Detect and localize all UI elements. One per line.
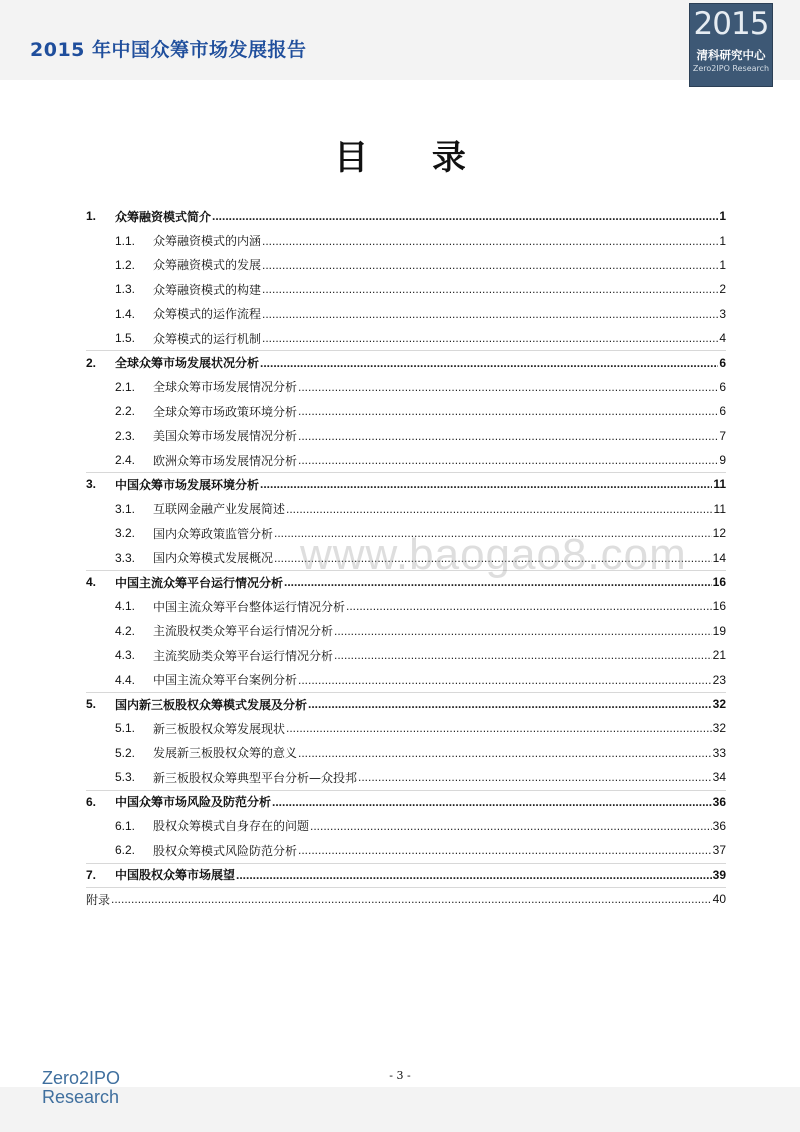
toc-entry-title: 众筹融资模式的内涵: [153, 234, 262, 249]
toc-entry-page: 9: [719, 453, 726, 468]
toc-entry-number: 4.: [86, 575, 97, 590]
toc-entry-number: 1.: [86, 209, 97, 224]
toc-entry-title: 全球众筹市场政策环境分析: [153, 404, 298, 419]
toc-leader-dots: [111, 892, 712, 906]
toc-entry[interactable]: [86, 375, 726, 399]
toc-entry[interactable]: [86, 472, 726, 496]
toc-entry-title: 股权众筹模式自身存在的问题: [153, 819, 310, 834]
toc-entry-title: 新三板股权众筹典型平台分析—众投邦: [153, 770, 358, 785]
toc-leader-dots: [346, 599, 712, 613]
toc-entry-title: 众筹融资模式的构建: [153, 282, 262, 297]
toc-entry-number: 1.4.: [115, 306, 136, 321]
toc-leader-dots: [334, 624, 712, 638]
toc-entry-title: 美国众筹市场发展情况分析: [153, 429, 298, 444]
toc-entry-number: 1.2.: [115, 257, 136, 272]
page-number: - 3 -: [389, 1069, 411, 1082]
toc-entry-page: 1: [719, 233, 726, 248]
toc-entry-page: 21: [712, 648, 726, 663]
toc-leader-dots: [334, 648, 712, 662]
toc-entry-page: 39: [712, 867, 726, 882]
toc-leader-dots: [286, 502, 713, 516]
toc-leader-dots: [298, 429, 718, 443]
toc-entry-number: 1.5.: [115, 331, 136, 346]
toc-entry[interactable]: [86, 302, 726, 326]
toc-entry-page: 11: [713, 477, 726, 492]
toc-entry[interactable]: [86, 887, 726, 911]
toc-entry[interactable]: [86, 326, 726, 350]
toc-leader-dots: [262, 331, 718, 345]
toc-entry[interactable]: [86, 692, 726, 716]
toc-leader-dots: [262, 282, 718, 296]
report-title: 2015 年中国众筹市场发展报告: [30, 39, 307, 61]
toc-entry-number: 4.4.: [115, 672, 136, 687]
toc-entry-number: 1.3.: [115, 282, 136, 297]
brand-line-1: Zero2IPO: [42, 1068, 121, 1088]
toc-entry-number: 2.: [86, 355, 97, 370]
toc-entry-number: 5.2.: [115, 745, 136, 760]
toc-entry[interactable]: [86, 228, 726, 252]
toc-entry-number: 2.4.: [115, 453, 136, 468]
toc-entry-page: 34: [712, 770, 726, 785]
toc-leader-dots: [298, 843, 712, 857]
toc-entry-number: 5.3.: [115, 770, 136, 785]
toc-entry-page: 3: [719, 306, 726, 321]
toc-entry-title: 中国众筹市场风险及防范分析: [115, 795, 272, 810]
logo-en-name: Zero2IPO Research: [692, 64, 770, 73]
toc-entry-page: 16: [712, 599, 726, 614]
logo-cn-name: 清科研究中心: [696, 48, 766, 62]
toc-entry[interactable]: [86, 667, 726, 691]
toc-entry-title: 互联网金融产业发展简述: [153, 502, 286, 517]
watermark: www.baogao8.com: [300, 530, 687, 579]
toc-leader-dots: [262, 234, 718, 248]
toc-entry-page: 4: [719, 331, 726, 346]
toc-entry-page: 37: [712, 843, 726, 858]
toc-entry-title: 新三板股权众筹发展现状: [153, 721, 286, 736]
toc-entry-page: 36: [712, 794, 726, 809]
toc-entry[interactable]: [86, 789, 726, 813]
toc-entry-number: 4.2.: [115, 623, 136, 638]
brand-line-2: Research: [42, 1087, 120, 1107]
toc-entry-page: 16: [712, 575, 726, 590]
toc-entry-page: 1: [719, 209, 726, 224]
toc-entry[interactable]: [86, 741, 726, 765]
toc-leader-dots: [260, 477, 712, 491]
toc-entry-number: 2.2.: [115, 404, 136, 419]
toc-entry-page: 14: [712, 550, 726, 565]
toc-leader-dots: [236, 868, 712, 882]
toc-leader-dots: [272, 795, 712, 809]
toc-entry-page: 6: [719, 355, 726, 370]
logo-year: 2015: [693, 6, 769, 42]
toc-entry-page: 33: [712, 745, 726, 760]
toc-title: 目 录: [334, 138, 492, 178]
toc-entry-page: 6: [719, 404, 726, 419]
toc-entry[interactable]: [86, 204, 726, 228]
toc-entry-page: 11: [713, 501, 726, 516]
toc-entry-title: 中国主流众筹平台案例分析: [153, 673, 298, 688]
toc-leader-dots: [212, 209, 718, 223]
toc-entry-title: 众筹融资模式的发展: [153, 258, 262, 273]
toc-entry[interactable]: [86, 814, 726, 838]
toc-leader-dots: [298, 673, 712, 687]
toc-entry-title: 中国众筹市场发展环境分析: [115, 477, 260, 492]
toc-entry-title: 股权众筹模式风险防范分析: [153, 843, 298, 858]
toc-entry-page: 23: [712, 672, 726, 687]
toc-entry-number: 5.1.: [115, 721, 136, 736]
toc-entry[interactable]: [86, 497, 726, 521]
toc-entry-number: 5.: [86, 697, 97, 711]
toc-leader-dots: [308, 697, 712, 711]
toc-entry-title: 中国主流众筹平台整体运行情况分析: [153, 599, 346, 614]
toc-entry[interactable]: [86, 643, 726, 667]
toc-leader-dots: [262, 307, 718, 321]
toc-entry-title: 中国主流众筹平台运行情况分析: [115, 575, 284, 590]
toc-leader-dots: [298, 404, 718, 418]
toc-entry[interactable]: [86, 863, 726, 887]
toc-entry-title: 欧洲众筹市场发展情况分析: [153, 453, 298, 468]
toc-entry-page: 12: [712, 526, 726, 541]
toc-entry-page: 1: [719, 257, 726, 272]
toc-entry[interactable]: [86, 253, 726, 277]
toc-entry-page: 7: [719, 428, 726, 443]
toc-entry-title: 国内众筹模式发展概况: [153, 551, 274, 566]
page-header: [0, 0, 800, 80]
toc-entry-title: 众筹模式的运行机制: [153, 331, 262, 346]
toc-leader-dots: [262, 258, 718, 272]
toc-entry-number: 3.2.: [115, 526, 136, 541]
toc-entry-page: 32: [712, 721, 726, 736]
toc-entry[interactable]: [86, 716, 726, 740]
toc-entry-number: 6.2.: [115, 843, 136, 858]
toc-entry-title: 主流股权类众筹平台运行情况分析: [153, 624, 334, 639]
toc-leader-dots: [298, 380, 718, 394]
toc-entry-title: 附录: [86, 892, 111, 907]
toc-entry[interactable]: [86, 424, 726, 448]
zero2ipo-logo: [689, 3, 773, 87]
toc-entry-page: 19: [712, 623, 726, 638]
toc-entry-number: 6.1.: [115, 818, 136, 833]
toc-entry-number: 3.3.: [115, 550, 136, 565]
toc-entry[interactable]: [86, 594, 726, 618]
toc-entry[interactable]: [86, 448, 726, 472]
toc-entry-title: 主流奖励类众筹平台运行情况分析: [153, 648, 334, 663]
toc-entry-title: 全球众筹市场发展情况分析: [153, 380, 298, 395]
toc-entry-title: 国内新三板股权众筹模式发展及分析: [115, 697, 308, 712]
toc-leader-dots: [298, 746, 712, 760]
toc-entry[interactable]: [86, 838, 726, 862]
toc-entry[interactable]: [86, 350, 726, 374]
toc-entry-number: 4.3.: [115, 648, 136, 663]
toc-leader-dots: [358, 770, 712, 784]
toc-entry-title: 全球众筹市场发展状况分析: [115, 356, 260, 371]
toc-entry-number: 2.3.: [115, 428, 136, 443]
toc-entry[interactable]: [86, 277, 726, 301]
toc-entry-page: 40: [712, 892, 726, 907]
toc-entry-title: 中国股权众筹市场展望: [115, 868, 236, 883]
toc-entry-title: 众筹融资模式简介: [115, 209, 212, 224]
toc-entry[interactable]: [86, 399, 726, 423]
toc-entry[interactable]: [86, 765, 726, 789]
toc-leader-dots: [286, 721, 712, 735]
toc-entry-number: 1.1.: [115, 233, 136, 248]
toc-entry-title: 众筹模式的运作流程: [153, 307, 262, 322]
toc-entry-page: 6: [719, 379, 726, 394]
toc-leader-dots: [260, 356, 718, 370]
toc-entry[interactable]: [86, 619, 726, 643]
toc-entry-number: 3.: [86, 477, 97, 492]
toc-entry-number: 2.1.: [115, 379, 136, 394]
toc-leader-dots: [310, 819, 712, 833]
toc-entry-title: 发展新三板股权众筹的意义: [153, 746, 298, 761]
toc-entry-number: 7.: [86, 867, 97, 882]
toc-entry-page: 32: [712, 697, 726, 711]
toc-leader-dots: [298, 453, 718, 467]
toc-entry-page: 36: [712, 818, 726, 833]
toc-entry-page: 2: [719, 282, 726, 297]
toc-entry-number: 4.1.: [115, 599, 136, 614]
footer-brand: [42, 1069, 182, 1107]
toc-entry-title: 国内众筹政策监管分析: [153, 526, 274, 541]
toc-entry-number: 3.1.: [115, 501, 136, 516]
toc-entry-number: 6.: [86, 794, 97, 809]
